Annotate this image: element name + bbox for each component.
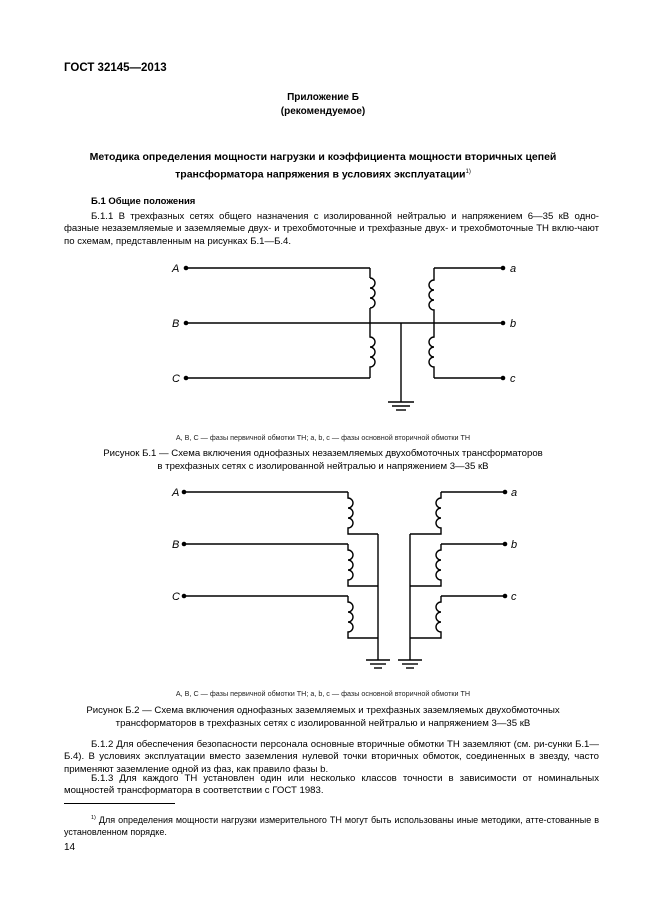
figure-b2-caption-line1: Рисунок Б.2 — Схема включения однофазных заземляемых и трехфазных заземляемых двухобмоточных xyxy=(86,705,560,716)
primary-coil-b xyxy=(348,544,378,586)
figure-b1-caption xyxy=(0,448,646,473)
secondary-coil-2 xyxy=(429,323,434,378)
label-B: B xyxy=(172,318,180,330)
footnote-text: Для определения мощности нагрузки измерительного ТН могут быть использованы иные методики, атте-стованные в установленном порядке. xyxy=(64,815,599,838)
secondary-coil-b xyxy=(410,544,441,586)
figure-b2-caption-line2: трансформаторов в трехфазных сетях с изолированной нейтралью и напряжением 3—35 кВ xyxy=(115,717,531,729)
figure-b1-legend: A, B, C — фазы первичной обмотки ТН; a, b, c — фазы основной вторичной обмотки ТН xyxy=(175,433,471,442)
paragraph-b13 xyxy=(64,773,599,798)
paragraph-b12 xyxy=(64,739,599,776)
figure-b1-caption-line1: Рисунок Б.1 — Схема включения однофазных незаземляемых двухобмоточных трансформаторов xyxy=(103,448,543,459)
figure-b1-diagram xyxy=(0,255,646,415)
label-a-2: a xyxy=(511,487,518,499)
label-c-2: c xyxy=(511,591,517,603)
section-heading: Б.1 Общие положения xyxy=(91,196,196,207)
label-C: C xyxy=(172,373,180,385)
paragraph-b11 xyxy=(64,211,599,248)
method-title-line2-text: трансформатора напряжения в условиях эксплуатации xyxy=(175,168,466,180)
method-title-line1: Методика определения мощности нагрузки и коэффициента мощности вторичных цепей xyxy=(89,151,557,163)
label-A-2: A xyxy=(172,487,180,499)
primary-coil-2 xyxy=(370,323,375,378)
footnote xyxy=(64,812,599,839)
secondary-coil-c xyxy=(410,596,441,638)
label-a: a xyxy=(510,263,517,275)
label-b-2: b xyxy=(511,539,518,551)
standard-header: ГОСТ 32145—2013 xyxy=(64,62,167,74)
paragraph-b11-text: Б.1.1 В трехфазных сетях общего назначения с изолированной нейтралью и напряжением 6—35 кВ одно-фазные незаземляемые и заземляемые двух- и трехобмоточные и трехфазные двух- и трехобмоточные ТН вклю-чают по схемам, представленным на рисунках Б.1—Б.4. xyxy=(64,211,599,247)
label-A: A xyxy=(172,263,180,275)
method-title xyxy=(0,150,646,182)
label-B-2: B xyxy=(172,539,180,551)
primary-coil-1 xyxy=(370,278,375,323)
figure-b1-caption-line2: в трехфазных сетях с изолированной нейтралью и напряжением 3—35 кВ xyxy=(157,460,489,472)
paragraph-b13-text: Б.1.3 Для каждого ТН установлен один или несколько классов точности в зависимости от номинальных мощностей трансформатора в соответствии с ГОСТ 1983. xyxy=(64,773,599,797)
label-c: c xyxy=(510,373,516,385)
label-C-2: C xyxy=(172,591,180,603)
paragraph-b12-text: Б.1.2 Для обеспечения безопасности персонала основные вторичные обмотки ТН заземляют (см. ри-сунки Б.1—Б.4). В условиях эксплуатации вместо заземления нулевой точки вторичных обмоток, соединенных в звезду, часто применяют заземление одной из фаз, как правило фазы b. xyxy=(64,739,599,775)
figure-b2-legend: A, B, C — фазы первичной обмотки ТН; a, b, c — фазы основной вторичной обмотки ТН xyxy=(175,689,471,698)
footnote-divider xyxy=(64,803,175,804)
figure-b2-caption xyxy=(0,705,646,730)
figure-b2-diagram xyxy=(0,483,646,673)
primary-coil-c xyxy=(348,596,378,638)
footnote-mark: 1) xyxy=(91,815,96,821)
appendix-subtitle: (рекомендуемое) xyxy=(280,106,366,117)
page-number: 14 xyxy=(64,842,76,853)
primary-coil-a xyxy=(348,492,378,534)
secondary-coil-a xyxy=(410,492,441,534)
method-title-line2 xyxy=(0,165,646,182)
method-title-footnote-mark: 1) xyxy=(465,168,471,175)
secondary-coil-1 xyxy=(429,268,434,323)
label-b: b xyxy=(510,318,517,330)
appendix-title: Приложение Б xyxy=(287,92,359,103)
